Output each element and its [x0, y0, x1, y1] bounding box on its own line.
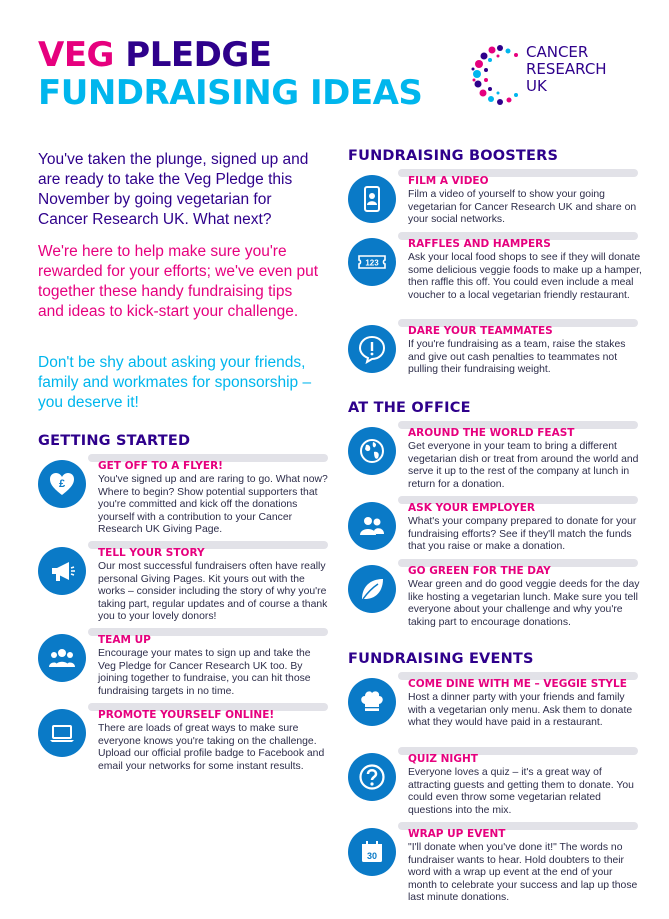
employer-icon	[348, 502, 396, 550]
intro-paragraph-1: You've taken the plunge, signed up and are ready to take the Veg Pledge this November by going vegetarian for Cancer Research UK. What next?	[38, 151, 309, 228]
item-heading: AROUND THE WORLD FEAST	[408, 427, 575, 439]
calendar-number: 30	[366, 851, 378, 861]
list-item	[348, 676, 644, 748]
list-item	[348, 173, 644, 233]
fundraising-boosters-title: FUNDRAISING BOOSTERS	[348, 148, 559, 164]
cancer-research-uk-logo	[470, 40, 645, 110]
getting-started-title: GETTING STARTED	[38, 433, 191, 449]
raffle-number: 123	[365, 258, 379, 268]
list-item	[348, 826, 644, 910]
item-heading: TEAM UP	[98, 634, 151, 646]
logo-wordmark	[526, 44, 607, 95]
item-body: Encourage your mates to sign up and take the Veg Pledge for Cancer Research UK too. By joining together to fundraise, you can hit those fundraising targets in no time.	[98, 648, 311, 697]
logo-line-1: CANCER	[526, 43, 589, 61]
item-body: "I'll donate when you've done it!" The words no fundraiser wants to hear. Hold doubters to their word with a wrap up event at the end of your month to celebrate your success and lap up those last minute donations.	[408, 842, 638, 904]
item-body: Ask your local food shops to see if they will donate some delicious veggie foods to make up a hamper, then raffle this off. You could even include a meal voucher to a local vegetarian friendly restaurant.	[408, 252, 642, 301]
intro-paragraph-3: Don't be shy about asking your friends, family and workmates for sponsorship – you deserve it!	[38, 354, 312, 411]
list-item	[348, 751, 644, 823]
list-item	[348, 236, 644, 320]
calendar-icon	[348, 828, 396, 876]
megaphone-icon	[38, 547, 86, 595]
globe-icon	[348, 427, 396, 475]
item-body: If you're fundraising as a team, raise the stakes and give out cash penalties to teammates not pulling their fundraising weight.	[408, 339, 626, 376]
item-body: Everyone loves a quiz – it's a great way of attracting guests and getting them to donate. You could even throw some vegetarian related questions into the mix.	[408, 767, 634, 816]
page-title	[38, 36, 422, 112]
item-body: You've signed up and are raring to go. What now? Where to begin? Show potential supporters that you're committed and kick off the donations yourself with a contribution to your Cancer Research UK Giving Page.	[98, 474, 328, 536]
item-body: Get everyone in your team to bring a different vegetarian dish or treat from around the world and serve it up to the rest of the company at lunch in return for a donation.	[408, 441, 639, 490]
item-heading: COME DINE WITH ME – VEGGIE STYLE	[408, 678, 627, 690]
item-body: Host a dinner party with your friends and family with a vegetarian only menu. Ask them to donate what they would have paid in a restaurant.	[408, 692, 633, 729]
leaf-icon	[348, 565, 396, 613]
exclamation-icon	[348, 325, 396, 373]
list-item	[38, 545, 330, 631]
item-body: Film a video of yourself to show your going vegetarian for Cancer Research UK and share on your social networks.	[408, 189, 637, 226]
chef-hat-icon	[348, 678, 396, 726]
item-heading: RAFFLES AND HAMPERS	[408, 238, 551, 250]
phone-video-icon	[348, 175, 396, 223]
list-item	[348, 500, 644, 560]
item-heading: GET OFF TO A FLYER!	[98, 460, 223, 472]
list-item	[348, 323, 644, 383]
item-body: Our most successful fundraisers often have really personal Giving Pages. Kit yours out with the works – consider including the story of why you're taking part, regular updates and of course a thank you to your lovely donors!	[98, 561, 328, 623]
title-veg: VEG	[38, 35, 114, 75]
item-body: There are loads of great ways to make sure everyone knows you're taking on the challenge. Upload our official profile badge to Facebook and email your networks for some instant results.	[98, 723, 325, 772]
list-item	[348, 425, 644, 497]
list-item	[38, 458, 330, 544]
laptop-icon	[38, 709, 86, 757]
item-heading: QUIZ NIGHT	[408, 753, 478, 765]
logo-line-3: UK	[526, 77, 547, 95]
question-icon	[348, 753, 396, 801]
list-item	[38, 707, 330, 793]
list-item	[348, 563, 644, 635]
heart-pound-icon	[38, 460, 86, 508]
item-heading: TELL YOUR STORY	[98, 547, 205, 559]
item-body: Wear green and do good veggie deeds for the day like hosting a vegetarian lunch. Make sure you tell everyone about your challenge and why you're taking part to encourage donations.	[408, 579, 640, 628]
team-icon	[38, 634, 86, 682]
item-heading: FILM A VIDEO	[408, 175, 489, 187]
item-heading: WRAP UP EVENT	[408, 828, 506, 840]
at-the-office-title: AT THE OFFICE	[348, 400, 471, 416]
logo-c-mark-icon	[470, 40, 524, 110]
logo-line-2: RESEARCH	[526, 60, 607, 78]
fundraising-events-title: FUNDRAISING EVENTS	[348, 651, 534, 667]
item-body: What's your company prepared to donate for your fundraising efforts? See if they'll match the funds that you raise or make a donation.	[408, 516, 637, 553]
raffle-ticket-icon	[348, 238, 396, 286]
title-pledge: PLEDGE	[125, 35, 272, 75]
title-fundraising-ideas: FUNDRAISING IDEAS	[38, 73, 423, 113]
svg-text:£: £	[58, 478, 66, 490]
list-item	[38, 632, 330, 706]
item-heading: DARE YOUR TEAMMATES	[408, 325, 553, 337]
item-heading: PROMOTE YOURSELF ONLINE!	[98, 709, 275, 721]
item-heading: ASK YOUR EMPLOYER	[408, 502, 535, 514]
intro-paragraph-2: We're here to help make sure you're rewarded for your efforts; we've even put together these handy fundraising tips and ideas to kick-start your challenge.	[38, 243, 319, 320]
item-heading: GO GREEN FOR THE DAY	[408, 565, 551, 577]
